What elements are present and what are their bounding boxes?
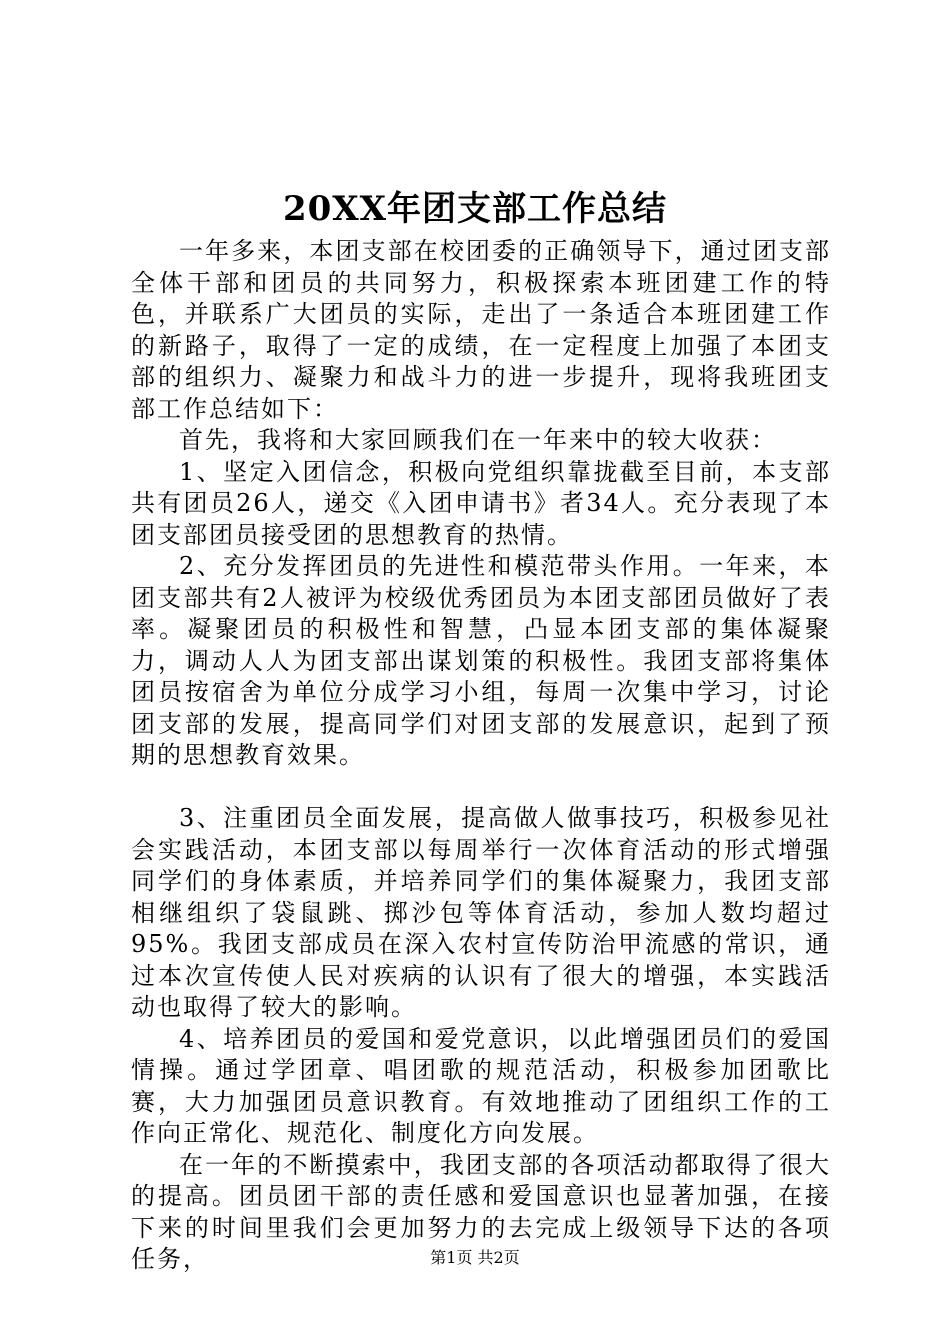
document-body	[131, 236, 831, 1276]
paragraph-item-2: 2、充分发挥团员的先进性和模范带头作用。一年来，本团支部共有2人被评为校级优秀团员为本团支部团员做好了表率。凝聚团员的积极性和智慧，凸显本团支部的集体凝聚力，调动人人为团支部出谋划策的积极性。我团支部将集体团员按宿舍为单位分成学习小组，每周一次集中学习，讨论团支部的发展，提高同学们对团支部的发展意识，起到了预期的思想教育效果。	[131, 552, 831, 769]
paragraph-intro: 一年多来，本团支部在校团委的正确领导下，通过团支部全体干部和团员的共同努力，积极探索本班团建工作的特色，并联系广大团员的实际，走出了一条适合本班团建工作的新路子，取得了一定的成绩，在一定程度上加强了本团支部的组织力、凝聚力和战斗力的进一步提升，现将我班团支部工作总结如下：	[131, 237, 831, 423]
paragraph-conclusion: 在一年的不断摸索中，我团支部的各项活动都取得了很大的提高。团员团干部的责任感和爱国意识也显著加强，在接下来的时间里我们会更加努力的去完成上级领导下达的各项任务，	[131, 1150, 831, 1273]
paragraph-item-3: 3、注重团员全面发展，提高做人做事技巧，积极参见社会实践活动，本团支部以每周举行一次体育活动的形式增强同学们的身体素质，并培养同学们的集体凝聚力，我团支部相继组织了袋鼠跳、掷沙包等体育活动，参加人数均超过95%。我团支部成员在深入农村宣传防治甲流感的常识，通过本次宣传使人民对疾病的认识有了很大的增强，本实践活动也取得了较大的影响。	[131, 804, 831, 1021]
paragraph-item-1: 1、坚定入团信念，积极向党组织靠拢截至目前，本支部共有团员26人，递交《入团申请书》者34人。充分表现了本团支部团员接受团的思想教育的热情。	[131, 457, 831, 549]
paragraph-item-4: 4、培养团员的爱国和爱党意识，以此增强团员们的爱国情操。通过学团章、唱团歌的规范活动，积极参加团歌比赛，大力加强团员意识教育。有效地推动了团组织工作的工作向正常化、规范化、制度化方向发展。	[131, 1024, 831, 1147]
page-number-footer: 第1页 共2页	[430, 1248, 520, 1267]
paragraph-harvest: 首先，我将和大家回顾我们在一年来中的较大收获：	[179, 426, 777, 454]
document-title: 20XX年团支部工作总结	[282, 189, 668, 229]
